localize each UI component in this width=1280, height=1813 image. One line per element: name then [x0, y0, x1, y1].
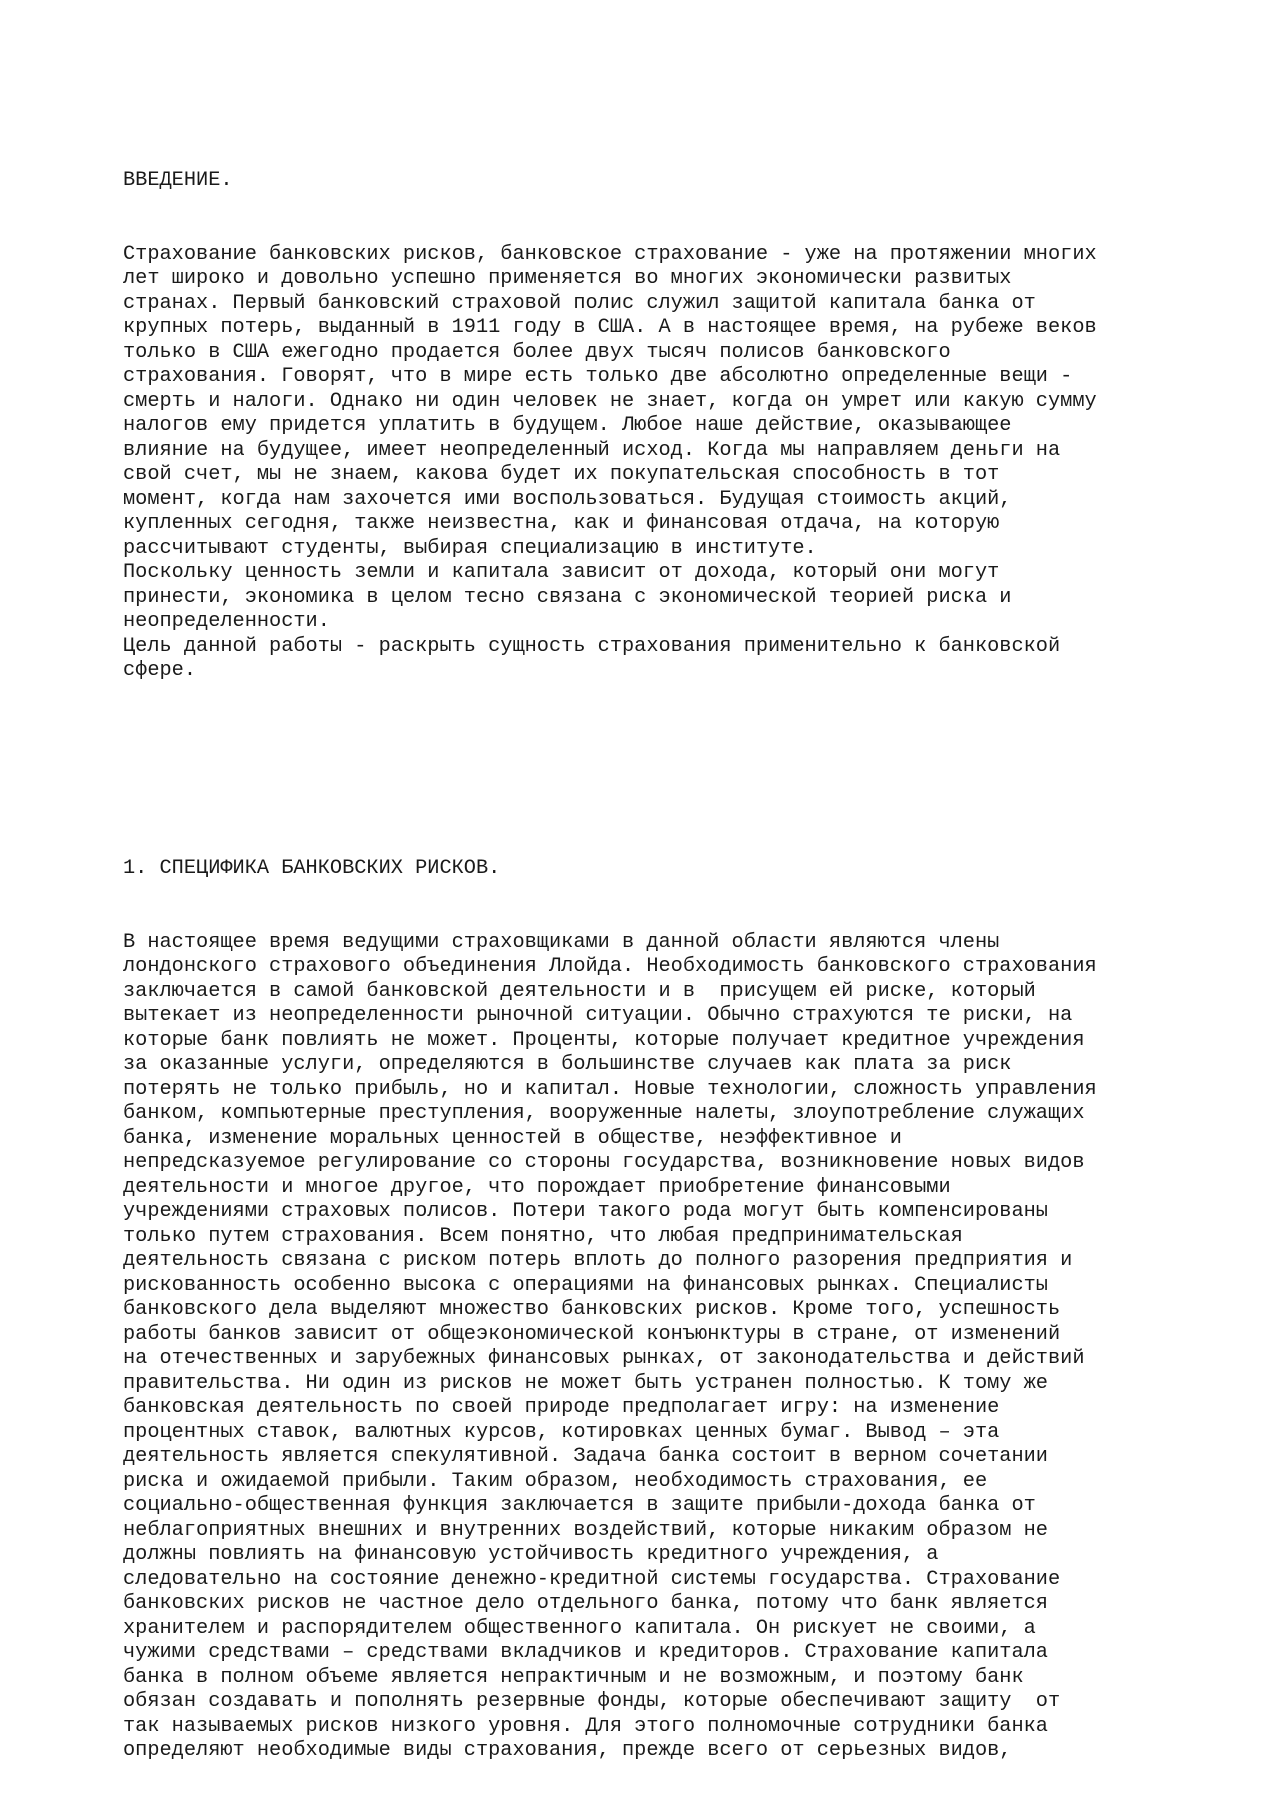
- text-line: неблагоприятных внешних и внутренних воздействий, которые никаким образом не: [123, 1518, 1048, 1542]
- text-line: учреждениями страховых полисов. Потери такого рода могут быть компенсированы: [123, 1200, 1048, 1223]
- text-line: работы банков зависит от общеэкономической конъюнктуры в стране, от изменений: [123, 1322, 1061, 1346]
- text-line: принести, экономика в целом тесно связана с экономической теорией риска и: [123, 585, 1012, 609]
- text-line: смерть и налоги. Однако ни один человек не знает, когда он умрет или какую сумму: [123, 389, 1097, 413]
- text-line: так называемых рисков низкого уровня. Для этого полномочные сотрудники банка: [123, 1714, 1048, 1738]
- text-line: крупных потерь, выданный в 1911 году в США. А в настоящее время, на рубеже веков: [123, 316, 1097, 339]
- text-line: В настоящее время ведущими страховщиками в данной области являются члены: [123, 930, 1000, 954]
- intro-section: [123, 120, 1243, 733]
- text-line: чужими средствами – средствами вкладчиков и кредиторов. Страхование капитала: [123, 1641, 1048, 1664]
- text-line: социально-общественная функция заключается в защите прибыли-дохода банка от: [123, 1494, 1036, 1517]
- text-line: лет широко и довольно успешно применяется во многих экономически развитых: [123, 267, 1012, 290]
- text-line: странах. Первый банковский страховой полис служил защитой капитала банка от: [123, 291, 1036, 315]
- text-line: момент, когда нам захочется ими воспользоваться. Будущая стоимость акций,: [123, 487, 1012, 511]
- text-line: определяют необходимые виды страхования, прежде всего от серьезных видов,: [123, 1739, 1012, 1762]
- text-line: следовательно на состояние денежно-кредитной системы государства. Страхование: [123, 1567, 1061, 1591]
- text-line: налогов ему придется уплатить в будущем. Любое наше действие, оказывающее: [123, 414, 1012, 437]
- text-line: рискованность особенно высока с операциями на финансовых рынках. Специалисты: [123, 1273, 1048, 1297]
- text-line: страхования. Говорят, что в мире есть только две абсолютно определенные вещи -: [123, 365, 1073, 388]
- text-line: потерять не только прибыль, но и капитал. Новые технологии, сложность управления: [123, 1077, 1097, 1101]
- section-1-body: [123, 931, 1243, 1764]
- text-line: риска и ожидаемой прибыли. Таким образом, необходимость страхования, ее: [123, 1469, 988, 1493]
- text-line: деятельность связана с риском потерь вплоть до полного разорения предприятия и: [123, 1249, 1073, 1272]
- text-line: деятельности и многое другое, что порождает приобретение финансовыми: [123, 1175, 951, 1199]
- text-line: за оказанные услуги, определяются в большинстве случаев как плата за риск: [123, 1053, 1012, 1076]
- text-line: только в США ежегодно продается более двух тысяч полисов банковского: [123, 340, 951, 364]
- text-line: рассчитывают студенты, выбирая специализацию в институте.: [123, 536, 817, 560]
- text-line: которые банк повлиять не может. Проценты, которые получает кредитное учреждения: [123, 1028, 1085, 1052]
- text-line: банком, компьютерные преступления, вооруженные налеты, злоупотребление служащих: [123, 1102, 1085, 1125]
- text-line: только путем страхования. Всем понятно, что любая предпринимательская: [123, 1224, 963, 1248]
- text-line: правительства. Ни один из рисков не может быть устранен полностью. К тому же: [123, 1371, 1048, 1395]
- text-line: заключается в самой банковской деятельности и в присущем ей риске, который: [123, 979, 1036, 1003]
- section-1: [123, 808, 1243, 1813]
- text-line: банка в полном объеме является непрактичным и не возможным, и поэтому банк: [123, 1665, 1024, 1689]
- text-line: вытекает из неопределенности рыночной ситуации. Обычно страхуются те риски, на: [123, 1004, 1073, 1027]
- text-line: банковского дела выделяют множество банковских рисков. Кроме того, успешность: [123, 1298, 1061, 1321]
- text-line: банковских рисков не частное дело отдельного банка, потому что банк является: [123, 1592, 1048, 1615]
- text-line: на отечественных и зарубежных финансовых рынках, от законодательства и действий: [123, 1347, 1085, 1370]
- text-line: хранителем и распорядителем общественного капитала. Он рискует не своими, а: [123, 1616, 1036, 1640]
- text-line: Страхование банковских рисков, банковское страхование - уже на протяжении многих: [123, 242, 1097, 266]
- text-line: сфере.: [123, 659, 197, 682]
- intro-body: [123, 243, 1243, 684]
- text-line: процентных ставок, валютных курсов, котировках ценных бумаг. Вывод – эта: [123, 1420, 1000, 1444]
- section-1-heading: 1. СПЕЦИФИКА БАНКОВСКИХ РИСКОВ.: [123, 857, 501, 880]
- text-line: неопределенности.: [123, 610, 330, 633]
- text-line: влияние на будущее, имеет неопределенный исход. Когда мы направляем деньги на: [123, 438, 1061, 462]
- text-line: непредсказуемое регулирование со стороны государства, возникновение новых видов: [123, 1151, 1085, 1174]
- text-line: свой счет, мы не знаем, какова будет их покупательская способность в тот: [123, 463, 1000, 486]
- intro-heading: ВВЕДЕНИЕ.: [123, 169, 233, 192]
- text-line: банковская деятельность по своей природе предполагает игру: на изменение: [123, 1396, 1000, 1419]
- text-line: должны повлиять на финансовую устойчивость кредитного учреждения, а: [123, 1543, 939, 1566]
- text-line: деятельность является спекулятивной. Задача банка состоит в верном сочетании: [123, 1445, 1048, 1468]
- text-line: купленных сегодня, также неизвестна, как и финансовая отдача, на которую: [123, 512, 1000, 535]
- text-line: банка, изменение моральных ценностей в обществе, неэффективное и: [123, 1126, 902, 1150]
- text-line: Цель данной работы - раскрыть сущность страхования применительно к банковской: [123, 634, 1061, 658]
- text-line: лондонского страхового объединения Ллойда. Необходимость банковского страхования: [123, 955, 1097, 978]
- text-line: обязан создавать и пополнять резервные фонды, которые обеспечивают защиту от: [123, 1690, 1061, 1713]
- text-line: Поскольку ценность земли и капитала зависит от дохода, который они могут: [123, 561, 1000, 584]
